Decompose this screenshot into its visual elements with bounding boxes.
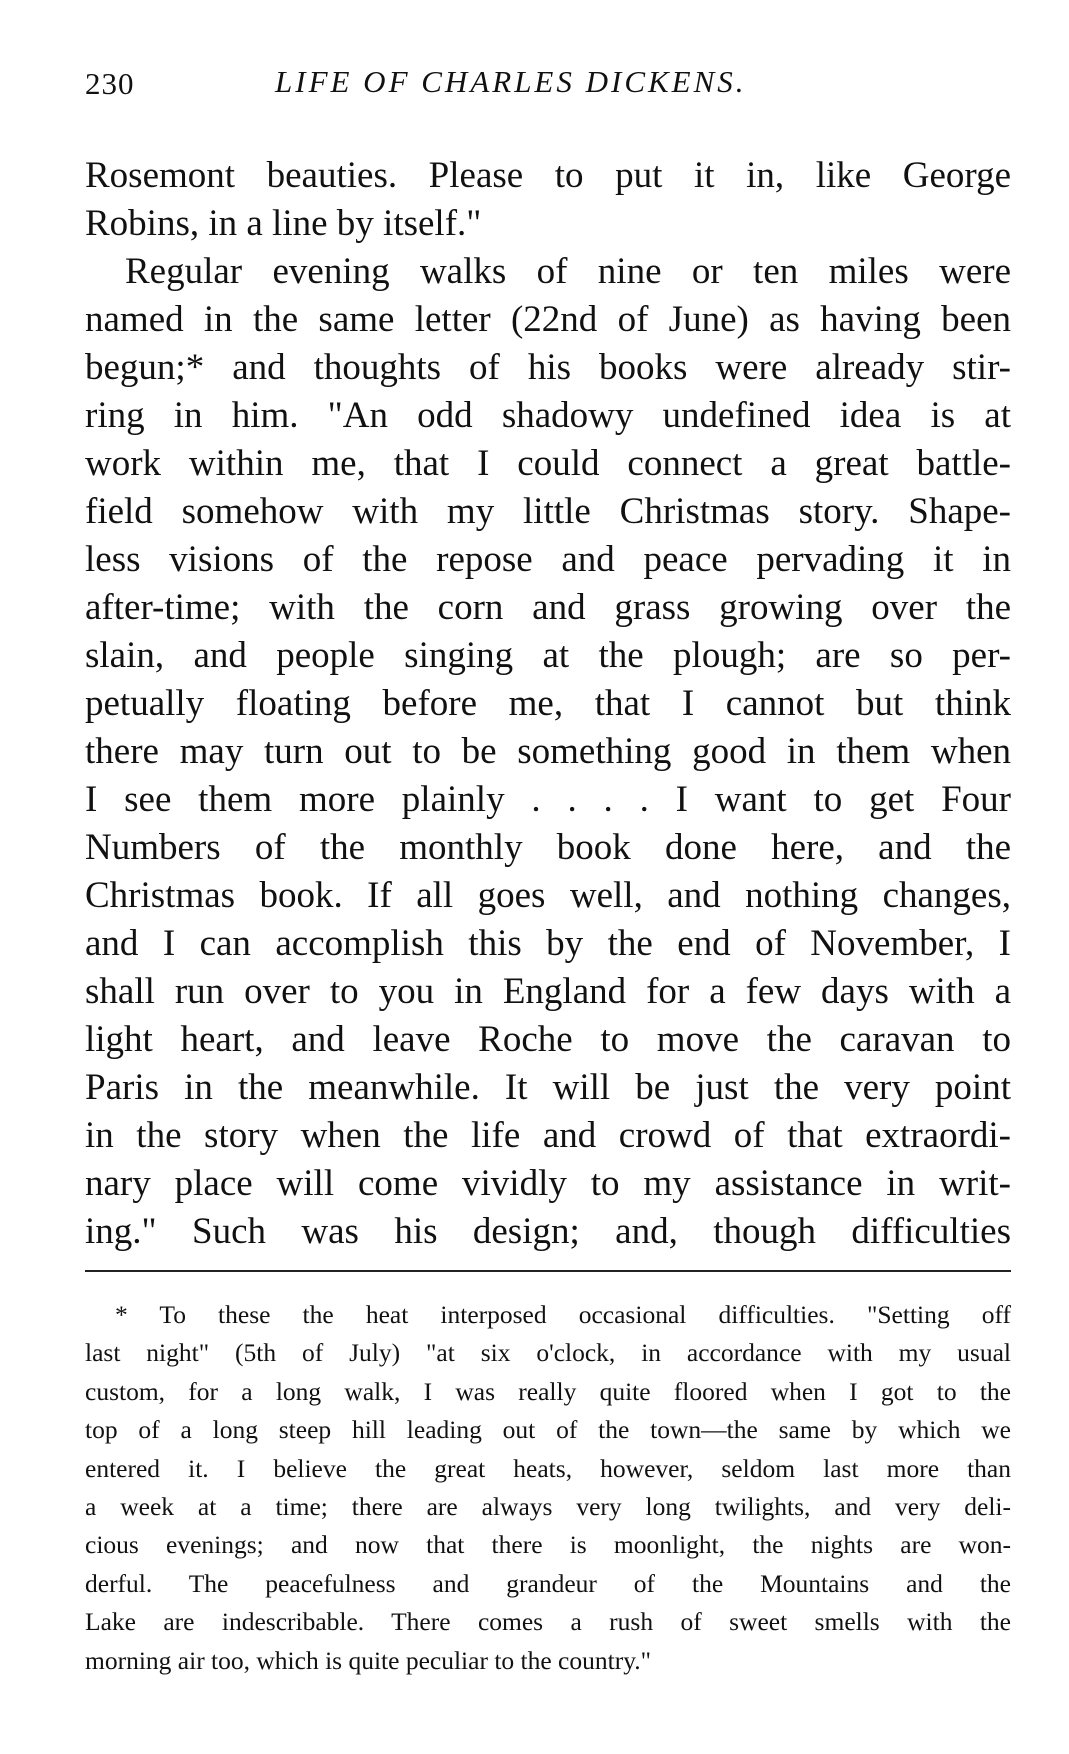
text-line: Rosemont beauties. Please to put it in, like George [85, 155, 1011, 196]
page-number: 230 [85, 66, 135, 101]
footnote-line: a week at a time; there are always very long twilights, and very deli- [85, 1491, 1011, 1521]
text-line: ring in him. "An odd shadowy undefined idea is at [85, 395, 1011, 436]
footnote-line: custom, for a long walk, I was really quite floored when I got to the [85, 1376, 1011, 1406]
text-line: there may turn out to be something good in them when [85, 731, 1011, 772]
text-line: Christmas book. If all goes well, and nothing changes, [85, 875, 1011, 916]
text-line: petually floating before me, that I cannot but think [85, 683, 1011, 724]
footnote-line: derful. The peacefulness and grandeur of the Mountains and the [85, 1568, 1011, 1598]
text-line: begun;* and thoughts of his books were already stir- [85, 347, 1011, 388]
text-line: Regular evening walks of nine or ten miles were [125, 251, 1011, 292]
main-text [85, 152, 1011, 1256]
page-header [85, 56, 1011, 104]
text-line: work within me, that I could connect a great battle- [85, 443, 1011, 484]
text-line: Paris in the meanwhile. It will be just the very point [85, 1067, 1011, 1108]
text-line: light heart, and leave Roche to move the caravan to [85, 1019, 1011, 1060]
text-line: ing." Such was his design; and, though difficulties [85, 1211, 1011, 1252]
text-line: Numbers of the monthly book done here, and the [85, 827, 1011, 868]
footnote-line: last night" (5th of July) "at six o'clock, in accordance with my usual [85, 1338, 1011, 1368]
footnote-line: cious evenings; and now that there is moonlight, the nights are won- [85, 1530, 1011, 1560]
text-line: shall run over to you in England for a few days with a [85, 971, 1011, 1012]
footnote [85, 1296, 1011, 1680]
text-line: nary place will come vividly to my assistance in writ- [85, 1163, 1011, 1204]
footnote-line: * To these the heat interposed occasional difficulties. "Setting off [115, 1300, 1011, 1329]
running-title: LIFE OF CHARLES DICKENS. [275, 64, 747, 99]
text-line: slain, and people singing at the plough; are so per- [85, 635, 1011, 676]
book-page [85, 56, 1011, 1680]
text-line: field somehow with my little Christmas story. Shape- [85, 491, 1011, 532]
text-line: less visions of the repose and peace pervading it in [85, 539, 1011, 580]
text-line: Robins, in a line by itself." [85, 203, 482, 244]
footnote-line: entered it. I believe the great heats, however, seldom last more than [85, 1453, 1011, 1483]
footnote-line: Lake are indescribable. There comes a rush of sweet smells with the [85, 1607, 1011, 1637]
text-line: named in the same letter (22nd of June) as having been [85, 299, 1011, 340]
footnote-line: morning air too, which is quite peculiar to the country." [85, 1645, 652, 1675]
text-line: after-time; with the corn and grass growing over the [85, 587, 1011, 628]
footnote-line: top of a long steep hill leading out of the town—the same by which we [85, 1415, 1011, 1445]
text-line: I see them more plainly . . . . I want to get Four [85, 779, 1011, 820]
text-line: and I can accomplish this by the end of November, I [85, 923, 1011, 964]
text-line: in the story when the life and crowd of that extraordi- [85, 1115, 1011, 1156]
footnote-rule [85, 1270, 1011, 1272]
